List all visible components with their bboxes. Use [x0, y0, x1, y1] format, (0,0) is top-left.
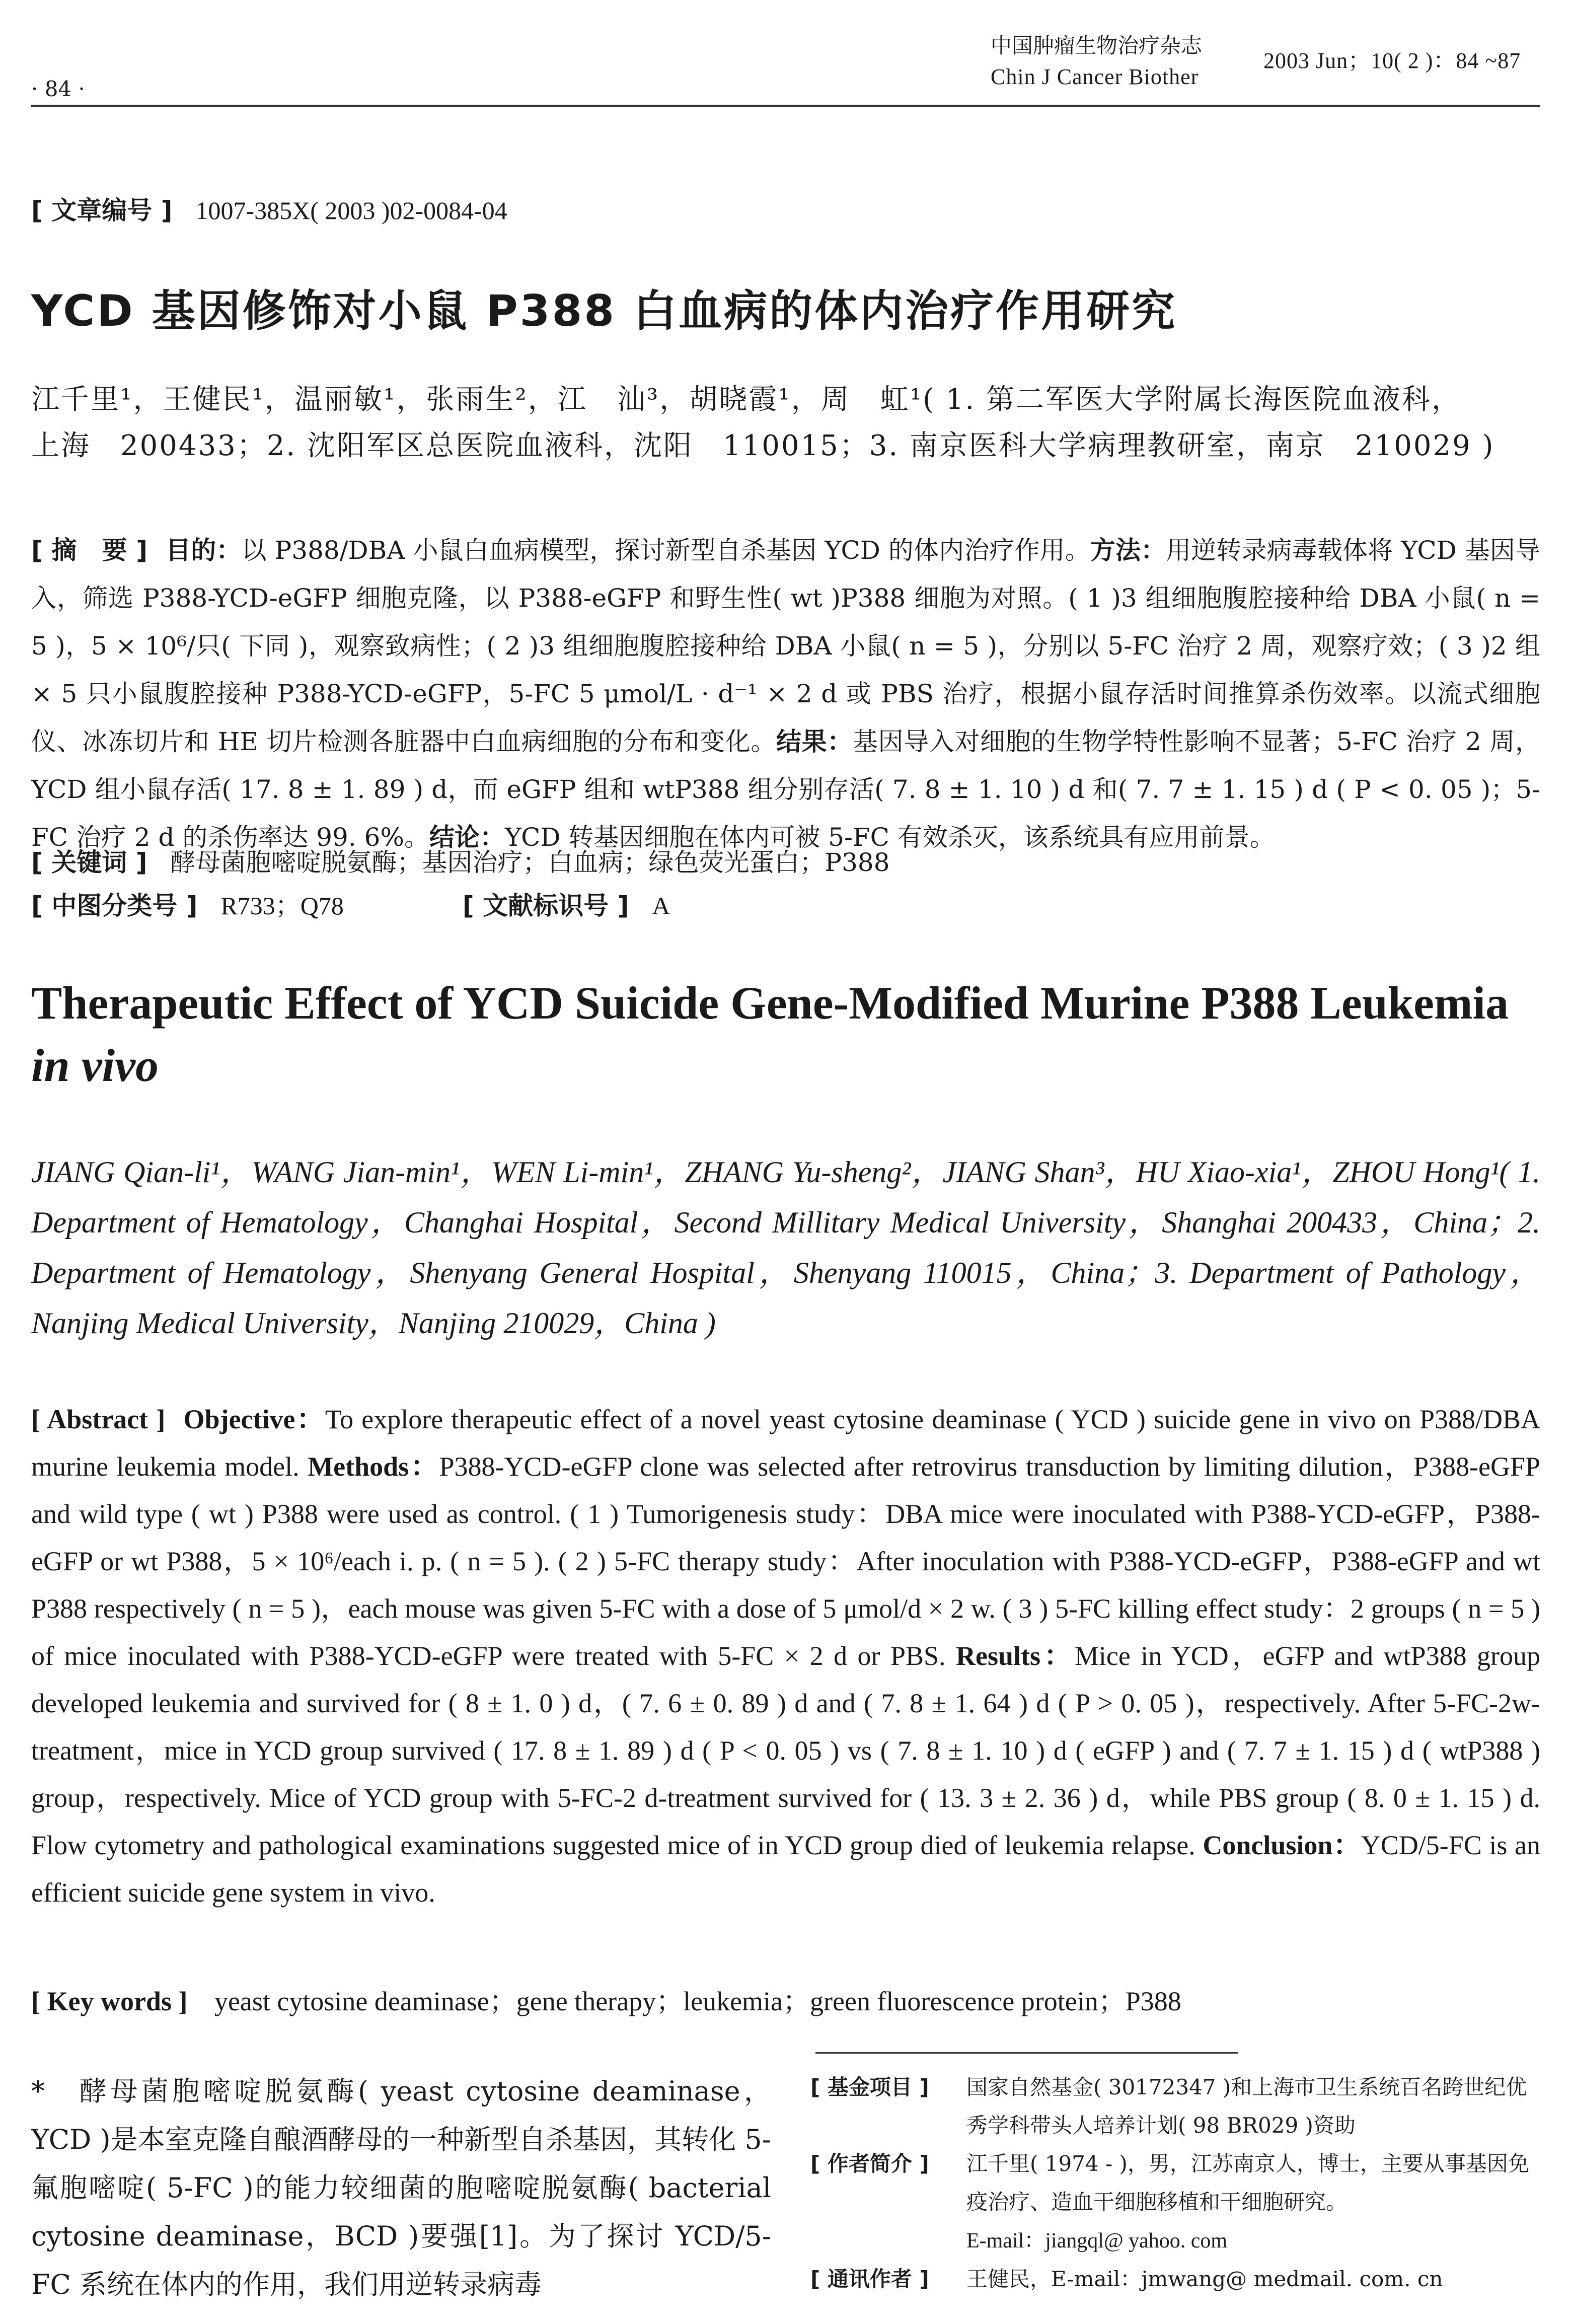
footnote-author-label: [ 作者简介 ] — [810, 2151, 929, 2176]
abstract-en-objective: To explore therapeutic effect of a novel yeast cytosine deaminase ( YCD ) suicide gene in vivo on P388/DBA murine leukemia model. — [31, 1404, 1540, 1482]
abstract-cn-methods: 用逆转录病毒载体将 YCD 基因导入，筛选 P388-YCD-eGFP 细胞克隆，以 P388-eGFP 和野生性( wt )P388 细胞为对照。( 1 )3 组细胞腹腔接种给 DBA 小鼠( n = 5 )，5 × 10⁶/只( 下同 )，观察致病性；( 2 )3 组细胞腹腔接种给 DBA 小鼠( n = 5 )，分别以 5-FC 治疗 2 周，观察疗效；( 3 )2 组 × 5 只小鼠腹腔接种 P388-YCD-eGFP，5-FC 5 μmol/L · d⁻¹ × 2 d 或 PBS 治疗，根据小鼠存活时间推算杀伤效率。以流式细胞仪、冰冻切片和 HE 切片检测各脏器中白血病细胞的分布和变化。 — [31, 536, 1540, 756]
classification-value: R733；Q78 — [220, 892, 344, 920]
abstract-cn-methods-label: 方法： — [1090, 536, 1166, 565]
authors-cn-line2: 上海 200433；2. 沈阳军区总医院血液科，沈阳 110015；3. 南京医科大学病理教研室，南京 210029 ) — [31, 429, 1495, 462]
abstract-cn-results-label: 结果： — [776, 727, 853, 756]
keywords-cn-value: 酵母菌胞嘧啶脱氨酶；基因治疗；白血病；绿色荧光蛋白；P388 — [170, 848, 890, 877]
footnote-rule — [815, 2052, 1238, 2054]
footnote-fund — [810, 2068, 1540, 2145]
abstract-en-conclusion-label: Conclusion： — [1203, 1830, 1361, 1860]
title-en-main: Therapeutic Effect of YCD Suicide Gene-Modified Murine P388 Leukemia — [31, 977, 1509, 1029]
header-rule — [31, 105, 1540, 107]
abstract-en-methods-label: Methods： — [308, 1451, 439, 1482]
body-intro: * 酵母菌胞嘧啶脱氨酶( yeast cytosine deaminase，YCD )是本室克隆自酿酒酵母的一种新型自杀基因，其转化 5-氟胞嘧啶( 5-FC )的能力较细菌的胞嘧啶脱氨酶( bacterial cytosine deaminase，BCD )要强[1]。为了探讨 YCD/5-FC 系统在体内的作用，我们用逆转录病毒 — [31, 2075, 771, 2300]
abstract-en-conclusion: YCD/5-FC is an efficient suicide gene system in vivo. — [31, 1830, 1540, 1908]
footnote-corr-label: [ 通讯作者 ] — [810, 2267, 929, 2291]
footnote-fund-label: [ 基金项目 ] — [810, 2075, 929, 2099]
abstract-en-objective-label: Objective： — [183, 1404, 325, 1434]
abstract-cn-conclusion: YCD 转基因细胞在体内可被 5-FC 有效杀灭，该系统具有应用前景。 — [504, 823, 1275, 852]
footnote-correspondence — [810, 2260, 1540, 2298]
abstract-en-methods: P388-YCD-eGFP clone was selected after retrovirus transduction by limiting dilution，P388-eGFP and wild type ( wt ) P388 were used as control. ( 1 ) Tumorigenesis study：DBA mice were inoculated with P388-YCD-eGFP，P388-eGFP or wt P388，5 × 10⁶/each i. p. ( n = 5 ). ( 2 ) 5-FC therapy study：After inoculation with P388-YCD-eGFP，P388-eGFP and wt P388 respectively ( n = 5 )，each mouse was given 5-FC with a dose of 5 μmol/d × 2 w. ( 3 ) 5-FC killing effect study：2 groups ( n = 5 ) of mice inoculated with P388-YCD-eGFP were treated with 5-FC × 2 d or PBS. — [31, 1451, 1541, 1671]
classification — [31, 882, 1540, 930]
keywords-en-label: [ Key words ] — [31, 1986, 188, 2016]
abstract-cn — [31, 527, 1540, 861]
keywords-en — [31, 1978, 1540, 2025]
authors-en: JIANG Qian-li¹，WANG Jian-min¹，WEN Li-min¹，ZHANG Yu-sheng²，JIANG Shan³，HU Xiao-xia¹，ZHOU Hong¹( 1. Department of Hematology，Changhai Hospital，Second Millitary Medical University，Shanghai 200433，China；2. Department of Hematology，Shenyang General Hospital，Shenyang 110015，China；3. Department of Pathology，Nanjing Medical University，Nanjing 210029，China ) — [31, 1155, 1540, 1340]
document-code-label: [ 文献标识号 ] — [462, 891, 629, 920]
footnote-author — [810, 2145, 1540, 2260]
authors-cn-line1: 江千里¹，王健民¹，温丽敏¹，张雨生²，江 汕³，胡晓霞¹，周 虹¹( 1. 第二军医大学附属长海医院血液科， — [31, 383, 1462, 416]
journal-name-en: Chin J Cancer Biother — [991, 64, 1199, 89]
abstract-cn-objective: 以 P388/DBA 小鼠白血病模型，探讨新型自杀基因 YCD 的体内治疗作用。 — [241, 536, 1090, 565]
footnote-author-bio: 江千里( 1974 - )，男，江苏南京人，博士，主要从事基因免疫治疗、造血干细胞移植和干细胞研究。 — [966, 2151, 1529, 2214]
footnotes — [810, 2068, 1540, 2298]
abstract-cn-results: 基因导入对细胞的生物学特性影响不显著；5-FC 治疗 2 周，YCD 组小鼠存活( 17. 8 ± 1. 89 ) d，而 eGFP 组和 wtP388 组分别存活( 7. 8 ± 1. 10 ) d 和( 7. 7 ± 1. 15 ) d ( P < 0. 05 )；5-FC 治疗 2 d 的杀伤率达 99. 6%。 — [31, 727, 1541, 852]
footnote-author-text — [966, 2145, 1540, 2260]
abstract-en-label: [ Abstract ] — [31, 1404, 166, 1434]
journal-name-cn: 中国肿瘤生物治疗杂志 — [991, 33, 1203, 58]
title-en — [31, 972, 1540, 1097]
abstract-en-results: Mice in YCD，eGFP and wtP388 group developed leukemia and survived for ( 8 ± 1. 0 ) d，( 7. 6 ± 0. 89 ) d and ( 7. 8 ± 1. 64 ) d ( P > 0. 05 )，respectively. After 5-FC-2w-treatment，mice in YCD group survived ( 17. 8 ± 1. 89 ) d ( P < 0. 05 ) vs ( 7. 8 ± 1. 10 ) d ( eGFP ) and ( 7. 7 ± 1. 15 ) d ( wtP388 ) group，respectively. Mice of YCD group with 5-FC-2 d-treatment survived for ( 13. 3 ± 2. 36 ) d，while PBS group ( 8. 0 ± 1. 15 ) d. Flow cytometry and pathological examinations suggested mice of in YCD group died of leukemia relapse. — [31, 1641, 1541, 1860]
footnote-corr-text: 王健民，E-mail：jmwang@ medmail. com. cn — [966, 2267, 1443, 2291]
keywords-en-value: yeast cytosine deaminase；gene therapy；leukemia；green fluorescence protein；P388 — [214, 1986, 1181, 2016]
authors-cn — [31, 377, 1546, 469]
document-code-value: A — [652, 892, 670, 920]
classification-label: [ 中图分类号 ] — [31, 891, 198, 920]
abstract-cn-conclusion-label: 结论： — [429, 823, 505, 852]
article-number-value: 1007-385X( 2003 )02-0084-04 — [195, 196, 507, 225]
keywords-cn-label: [ 关键词 ] — [31, 848, 147, 877]
article-number-label: [ 文章编号 ] — [31, 196, 173, 225]
article-number — [31, 190, 507, 227]
abstract-cn-objective-label: 目的： — [166, 536, 242, 565]
title-en-italic: in vivo — [31, 1040, 159, 1091]
issue-info: 2003 Jun；10( 2 )：84 ~87 — [1263, 48, 1521, 73]
title-cn: YCD 基因修饰对小鼠 P388 白血病的体内治疗作用研究 — [31, 286, 1177, 336]
abstract-cn-label: [ 摘 要 ] — [31, 536, 148, 565]
page-number: · 84 · — [31, 77, 85, 101]
abstract-en-results-label: Results： — [956, 1641, 1075, 1671]
footnote-fund-text: 国家自然基金( 30172347 )和上海市卫生系统百名跨世纪优秀学科带头人培养计划( 98 BR029 )资助 — [966, 2075, 1527, 2138]
footnote-author-email: E-mail：jiangql@ yahoo. com — [966, 2229, 1228, 2253]
abstract-en — [31, 1396, 1540, 1916]
keywords-cn — [31, 839, 1540, 887]
